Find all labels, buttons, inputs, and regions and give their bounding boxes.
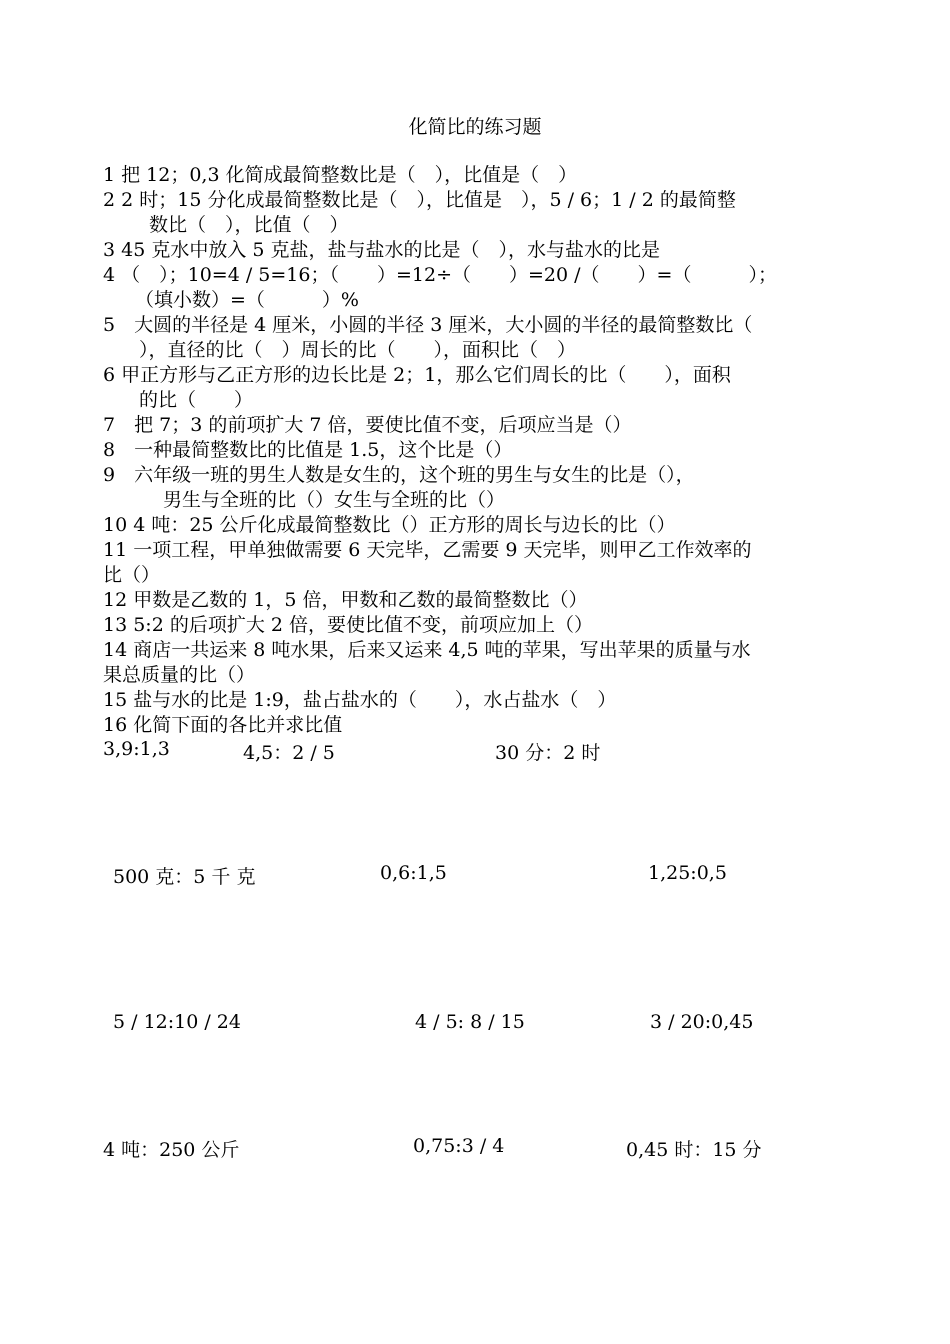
question-line: 4 （ ）；10=4 / 5=16；（ ）=12÷（ ）=20 /（ ）=（ ）； bbox=[103, 264, 777, 286]
question-line: （填小数）=（ ）% bbox=[135, 289, 359, 311]
question-line: 14 商店一共运来 8 吨水果，后来又运来 4,5 吨的苹果，写出苹果的质量与水 bbox=[103, 639, 751, 661]
ratio-problem: 30 分：2 时 bbox=[495, 742, 601, 764]
question-line: 10 4 吨：25 公斤化成最简整数比（）正方形的周长与边长的比（） bbox=[103, 514, 676, 536]
question-line: 2 2 时；15 分化成最简整数比是（ ），比值是 ），5 / 6；1 / 2 的最简整 bbox=[103, 189, 736, 211]
question-line: 15 盐与水的比是 1:9，盐占盐水的（ ），水占盐水（ ） bbox=[103, 689, 617, 711]
question-line: 男生与全班的比（）女生与全班的比（） bbox=[125, 489, 506, 511]
ratio-problem: 1,25:0,5 bbox=[648, 862, 727, 884]
question-line: 比（） bbox=[103, 564, 161, 586]
ratio-problem: 0,75:3 / 4 bbox=[413, 1135, 505, 1157]
question-line: 16 化简下面的各比并求比值 bbox=[103, 714, 343, 736]
question-line: 13 5:2 的后项扩大 2 倍，要使比值不变，前项应加上（） bbox=[103, 614, 594, 636]
question-line: 1 把 12；0,3 化简成最简整数比是（ ），比值是（ ） bbox=[103, 164, 578, 186]
ratio-problem: 4 / 5: 8 / 15 bbox=[415, 1011, 525, 1033]
question-line: 数比（ ），比值（ ） bbox=[130, 214, 349, 236]
ratio-problem: 0,6:1,5 bbox=[380, 862, 447, 884]
ratio-problem: 0,45 时：15 分 bbox=[626, 1139, 762, 1161]
question-line: 12 甲数是乙数的 1，5 倍，甲数和乙数的最简整数比（） bbox=[103, 589, 588, 611]
ratio-problem: 4,5：2 / 5 bbox=[243, 742, 335, 764]
question-line: 3 45 克水中放入 5 克盐，盐与盐水的比是（ ），水与盐水的比是 bbox=[103, 239, 661, 261]
question-line: 果总质量的比（） bbox=[103, 664, 256, 686]
question-line: 5 大圆的半径是 4 厘米，小圆的半径 3 厘米，大小圆的半径的最简整数比（ bbox=[103, 314, 753, 336]
question-line: 11 一项工程，甲单独做需要 6 天完毕，乙需要 9 天完毕，则甲乙工作效率的 bbox=[103, 539, 752, 561]
page-title: 化简比的练习题 bbox=[408, 116, 542, 138]
ratio-problem: 4 吨：250 公斤 bbox=[103, 1139, 240, 1161]
ratio-problem: 500 克：5 千 克 bbox=[113, 866, 256, 888]
question-line: 的比（ ） bbox=[120, 389, 254, 411]
question-line: 9 六年级一班的男生人数是女生的，这个班的男生与女生的比是（）， bbox=[103, 464, 695, 486]
ratio-problem: 5 / 12:10 / 24 bbox=[113, 1011, 241, 1033]
question-line: ），直径的比（ ）周长的比（ ），面积比（ ） bbox=[120, 339, 577, 361]
ratio-problem: 3,9:1,3 bbox=[103, 738, 170, 760]
ratio-problem: 3 / 20:0,45 bbox=[650, 1011, 754, 1033]
question-line: 8 一种最简整数比的比值是 1.5，这个比是（） bbox=[103, 439, 513, 461]
question-line: 6 甲正方形与乙正方形的边长比是 2；1，那么它们周长的比（ ），面积 bbox=[103, 364, 731, 386]
question-line: 7 把 7；3 的前项扩大 7 倍，要使比值不变，后项应当是（） bbox=[103, 414, 632, 436]
